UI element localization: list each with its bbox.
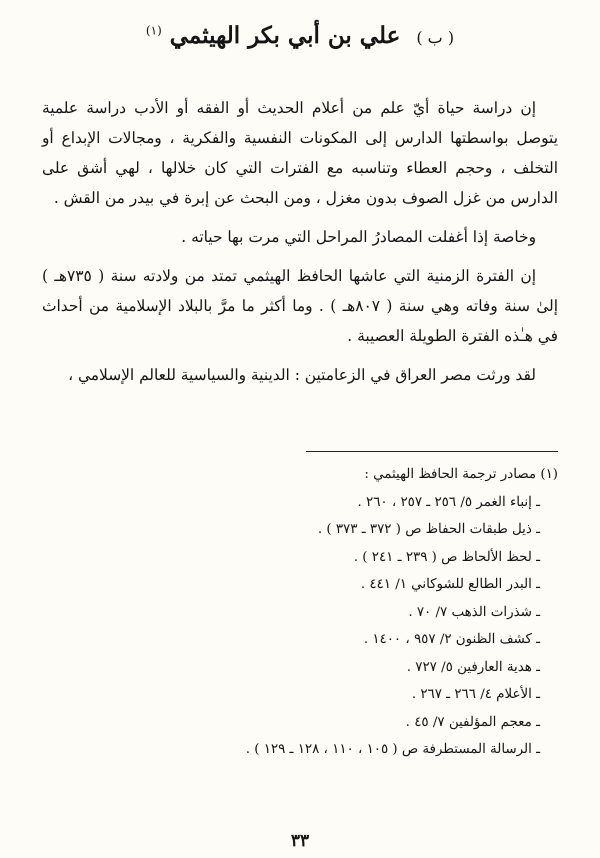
footnote-item: ـ ذيل طبقات الحفاظ ص ( ٣٧٢ ـ ٣٧٣ ) . [317, 522, 540, 537]
footnote-item: ـ معجم المؤلفين ٧/ ٤٥ . [405, 714, 540, 730]
footnote-item: ـ البدر الطالع للشوكاني ١/ ٤٤١ . [360, 577, 540, 592]
footnote-item: ـ لحظ الألحاظ ص ( ٢٣٩ ـ ٢٤١ ) . [353, 549, 540, 565]
paragraph: لقد ورثت مصر العراق في الزعامتين : الدينية والسياسية للعالم الإسلامي ، [68, 366, 536, 384]
footnote-item: ـ كشف الظنون ٢/ ٩٥٧ ، ١٤٠٠ . [363, 632, 540, 647]
footnote-separator [306, 451, 558, 452]
footnote-item: ـ الرسالة المستطرفة ص ( ١٠٥ ، ١١٠ ، ١٢٨ ـ ١٢٩ ) . [245, 742, 540, 757]
footnote-item: ـ هدية العارفين ٥/ ٧٢٧ . [406, 659, 540, 675]
paragraph: إن دراسة حياة أيّ علم من أعلام الحديث أو الفقه أو الأدب دراسة علمية يتوصل بواسطتها الدارس إلى المكونات النفسية والفكرية ، ومجالات الإبداع أو التخلف ، وحجم العطاء وتناسبه مع الفترات التي كان خلالها ، لهي أشق على الدارس من غزل الصوف بدون مغزل ، ومن البحث عن إبرة في بيدر من القش . [42, 99, 558, 207]
footnote-item: ـ الأعلام ٤/ ٢٦٦ ـ ٢٦٧ . [411, 687, 540, 702]
footnotes [42, 461, 558, 764]
section-heading [0, 22, 600, 49]
footnote-list [42, 489, 558, 764]
footnote-item: ـ إنباء الغمر ٥/ ٢٥٦ ـ ٢٥٧ ، ٢٦٠ . [357, 494, 540, 510]
page-number: ٣٣ [290, 831, 310, 851]
paragraph: وخاصة إذا أغفلت المصادرُ المراحل التي مرت بها حياته . [181, 228, 536, 246]
heading-name: علي بن أبي بكر الهيثمي [169, 22, 401, 49]
footnote-item: ـ شذرات الذهب ٧/ ٧٠ . [408, 604, 540, 620]
heading-footnote-ref: (١) [145, 23, 162, 38]
paragraph: إن الفترة الزمنية التي عاشها الحافظ الهيثمي تمتد من ولادته سنة ( ٧٣٥هـ ) إلىٰ سنة وفاته وهي سنة ( ٨٠٧هـ ) . وما أكثر ما مرَّ بالبلاد الإسلامية من أحداث في هـٰذه الفترة الطويلة العصيبة . [42, 267, 558, 345]
body-text [42, 93, 558, 399]
section-letter: ( ب ) [416, 28, 455, 47]
footnote-title: (١) مصادر ترجمة الحافظ الهيثمي : [364, 467, 558, 482]
